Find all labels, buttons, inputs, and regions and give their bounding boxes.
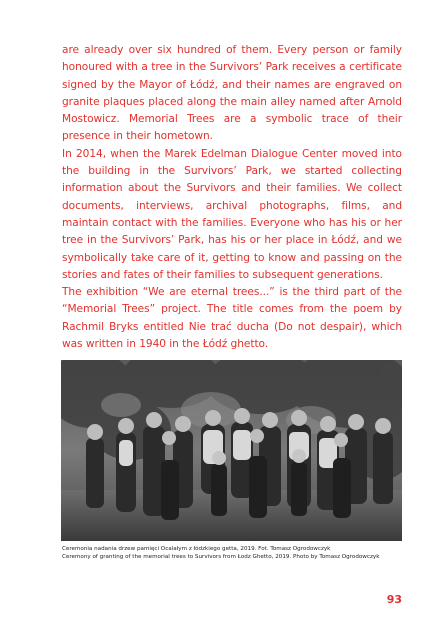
paragraph-1: are already over six hundred of them. Every person or family honoured with a tree in the Survivors’ Park receives a certificate signed by the Mayor of Łódź, and their names are engraved on granite plaques placed along the main alley named after Arnold Mostowicz. Memorial Trees are a symbolic trace of their presence in their hometown. [62, 44, 402, 143]
caption-english: Ceremony of granting of the memorial trees to Survivors from Łodz Ghetto, 2019. Photo by Tomasz Ogrodowczyk [62, 553, 380, 560]
paragraph-2: In 2014, when the Marek Edelman Dialogue Center moved into the building in the Survivors’ Park, we started collecting information about the Survivors and their families. We collect documents, interviews, archival photographs, films, and maintain contact with the families. Everyone who has his or her tree in the Survivors’ Park, has his or her place in Łódź, and we symbolically take care of it, getting to know and passing on the stories and fates of their families to subsequent generations. [62, 147, 402, 281]
photo-caption [62, 546, 407, 561]
group-photo [61, 360, 402, 541]
body-text [62, 42, 402, 353]
caption-polish: Ceremonia nadania drzew pamięci Ocalałym z łódzkiego getta, 2019. Fot. Tomasz Ogrodowczyk [62, 546, 331, 552]
page-number: 93 [386, 593, 402, 606]
paragraph-3: The exhibition “We are eternal trees...” is the third part of the “Memorial Trees” project. The title comes from the poem by Rachmil Bryks entitled Nie trać ducha (Do not despair), which was written in 1940 in the Łódź ghetto. [62, 286, 402, 351]
